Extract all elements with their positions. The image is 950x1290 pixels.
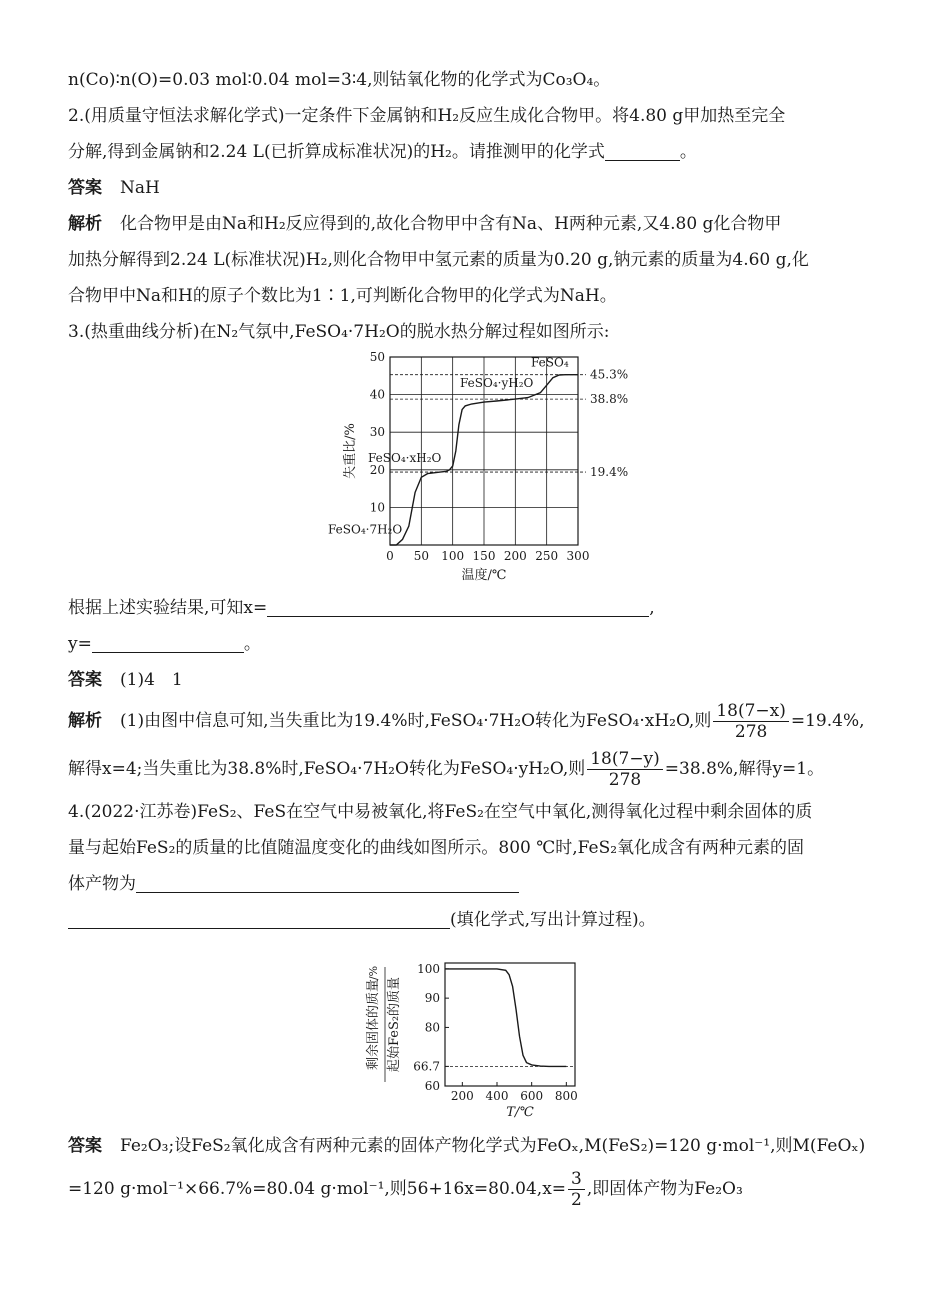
q4-answer-block [68,1128,883,1214]
x-tick-label: 200 [503,549,527,563]
x-answer-blank[interactable] [267,594,649,617]
tg-chart [320,345,640,585]
q1-tail: n(Co)∶n(O)=0.03 mol∶0.04 mol=3∶4,则钴氧化物的化学式为Co₃O₄。 [68,70,611,90]
x-tick-label: 150 [472,549,496,563]
y-axis-unit: /% [367,965,380,981]
reference-label: 19.4% [590,465,629,480]
y-tick-label: 30 [369,425,385,440]
y-tick-label: 90 [424,991,440,1006]
y-axis-label-bottom: 起始FeS₂的质量 [387,976,402,1073]
q2-stem-line1: 2.(用质量守恒法求解化学式)一定条件下金属钠和H₂反应生成化合物甲。将4.80 g甲加热至完全 [68,106,786,126]
x-tick-label: 600 [520,1089,544,1103]
x-tick-label: 100 [441,549,465,563]
q4-stem-line3: 体产物为 [68,866,883,902]
x-tick-label: 250 [535,549,559,563]
q2-stem-line2: 分解,得到金属钠和2.24 L(已折算成标准状况)的H₂。请推测甲的化学式 。 [68,134,883,170]
q2-answer: 答案 NaH [68,178,160,198]
x-axis-label: T/℃ [506,1105,534,1120]
y-tick-label: 40 [369,387,385,402]
annotation-label: FeSO₄·yH₂O [460,376,534,391]
x-tick-label: 800 [554,1089,578,1103]
x-tick-label: 300 [566,549,590,563]
x-axis-label: 温度/℃ [461,568,507,583]
q3-fill-y: y= 。 [68,626,883,662]
y-tick-label: 20 [369,462,385,477]
q2-analysis-l1: 解析 化合物甲是由Na和H₂反应得到的,故化合物甲中含有Na、H两种元素,又4.80 g化合物甲 [68,214,782,234]
q4-stem-line1: 4.(2022·江苏卷)FeS₂、FeS在空气中易被氧化,将FeS₂在空气中氧化,测得氧化过程中剩余固体的质 [68,802,813,822]
x-tick-label: 50 [413,549,429,563]
mass-ratio-curve [445,969,566,1067]
annotation-label: FeSO₄·xH₂O [368,451,442,466]
q4-answer-blank-2[interactable] [68,906,450,929]
q3-continued [68,590,883,938]
fraction: $\frac{18(7-y)}{278}$ [587,749,663,790]
q4-stem-line4: (填化学式,写出计算过程)。 [68,902,883,938]
q2-answer-blank[interactable] [605,138,680,161]
y-tick-label: 66.7 [413,1059,440,1074]
q4-answer-blank-1[interactable] [136,870,519,893]
q3-answer: 答案 (1)4 1 [68,670,183,690]
x-tick-label: 200 [450,1089,474,1103]
y-axis-label-top: 剩余固体的质量 [366,978,381,1071]
y-tick-label: 100 [417,961,440,976]
y-tick-label: 80 [424,1020,440,1035]
q2-analysis-l2: 加热分解得到2.24 L(标准状况)H₂,则化合物甲中氢元素的质量为0.20 g,钠元素的质量为4.60 g,化 [68,250,809,270]
q3-fill-x: 根据上述实验结果,可知x= , [68,590,883,626]
plot-frame [445,963,575,1086]
reference-label: 38.8% [590,392,629,407]
fraction: $\frac{3}{2}$ [568,1169,585,1210]
q2-analysis-l3: 合物甲中Na和H的原子个数比为1∶1,可判断化合物甲的化学式为NaH。 [68,286,617,306]
annotation-label: FeSO₄·7H₂O [328,522,403,537]
reference-label: 45.3% [590,367,629,382]
y-axis-label: 失重比/% [343,423,358,479]
q3-stem: 3.(热重曲线分析)在N₂气氛中,FeSO₄·7H₂O的脱水热分解过程如图所示: [68,322,610,342]
y-answer-blank[interactable] [92,630,244,653]
q3-analysis-l2: 解得x=4;当失重比为38.8%时,FeSO₄·7H₂O转化为FeSO₄·yH₂O,则 $\frac{18(7-y)}{278}$ =38.8%,解得y=1。 [68,749,825,790]
q4-answer-l2: =120 g·mol⁻¹×66.7%=80.04 g·mol⁻¹,则56+16x=80.04,x= $\frac{3}{2}$ ,即固体产物为Fe₂O₃ [68,1169,743,1210]
x-tick-label: 0 [386,549,394,563]
annotation-label: FeSO₄ [531,355,569,370]
q3-analysis-l1: 解析 (1)由图中信息可知,当失重比为19.4%时,FeSO₄·7H₂O转化为FeSO₄·xH₂O,则 $\frac{18(7-x)}{278}$ =19.4%, [68,701,865,742]
y-tick-label: 10 [369,500,385,515]
fraction: $\frac{18(7-x)}{278}$ [713,701,789,742]
y-tick-label: 60 [424,1079,440,1093]
q4-answer-l1: 答案 Fe₂O₃;设FeS₂氧化成含有两种元素的固体产物化学式为FeOₓ,M(FeS₂)=120 g·mol⁻¹,则M(FeOₓ) [68,1136,866,1156]
x-tick-label: 400 [485,1089,509,1103]
oxidation-chart [355,955,595,1125]
y-tick-label: 50 [369,350,385,364]
page-content [68,62,883,350]
q4-stem-line2: 量与起始FeS₂的质量的比值随温度变化的曲线如图所示。800 ℃时,FeS₂氧化成含有两种元素的固 [68,838,805,858]
